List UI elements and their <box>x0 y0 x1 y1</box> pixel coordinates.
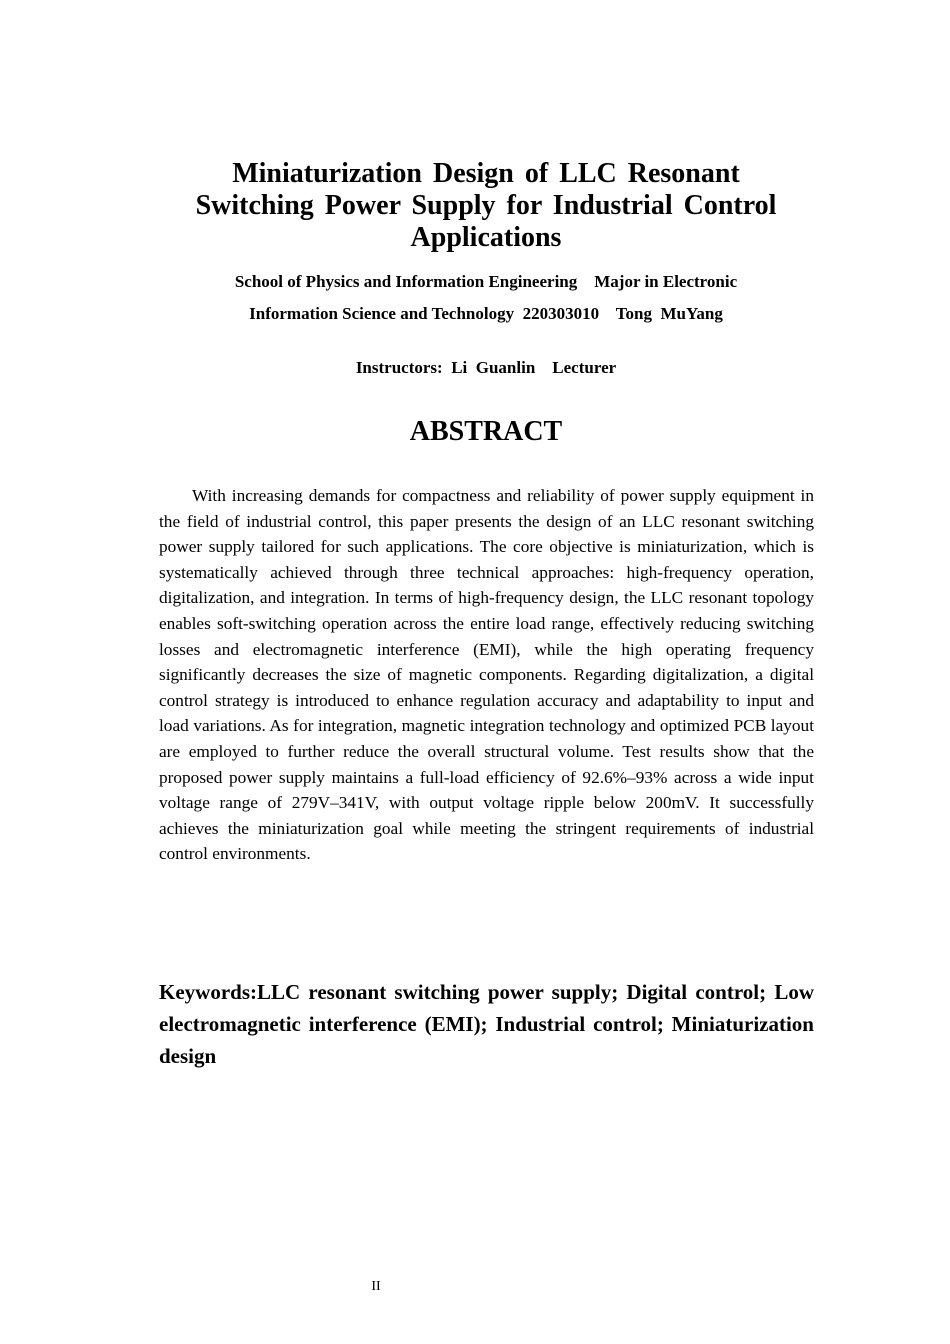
affiliation-line-1: School of Physics and Information Engineering Major in Electronic <box>234 272 738 291</box>
author-affiliation <box>160 266 812 330</box>
abstract-heading: ABSTRACT <box>409 416 563 447</box>
page-number: II <box>371 1279 381 1294</box>
affiliation-line-2: Information Science and Technology 220303010 Tong MuYang <box>249 304 723 323</box>
abstract-paragraph: With increasing demands for compactness and reliability of power supply equipment in the field of industrial control, this paper presents the design of an LLC resonant switching power supply tailored for such applications. The core objective is miniaturization, which is systematically achieved through three technical approaches: high-frequency operation, digitalization, and integration. In terms of high-frequency design, the LLC resonant topology enables soft-switching operation across the entire load range, effectively reducing switching losses and electromagnetic interference (EMI), while the high operating frequency significantly decreases the size of magnetic components. Regarding digitalization, a digital control strategy is introduced to enhance regulation accuracy and adaptability to input and load variations. As for integration, magnetic integration technology and optimized PCB layout are employed to further reduce the overall structural volume. Test results show that the proposed power supply maintains a full-load efficiency of 92.6%–93% across a wide input voltage range of 279V–341V, with output voltage ripple below 200mV. It successfully achieves the miniaturization goal while meeting the stringent requirements of industrial control environments. <box>159 486 814 864</box>
paper-title: Miniaturization Design of LLC Resonant Switching Power Supply for Industrial Control Applications <box>195 158 777 253</box>
instructors-line: Instructors: Li Guanlin Lecturer <box>355 358 617 377</box>
keywords-line: Keywords:LLC resonant switching power supply; Digital control; Low electromagnetic interference (EMI); Industrial control; Miniaturization design <box>159 980 814 1068</box>
